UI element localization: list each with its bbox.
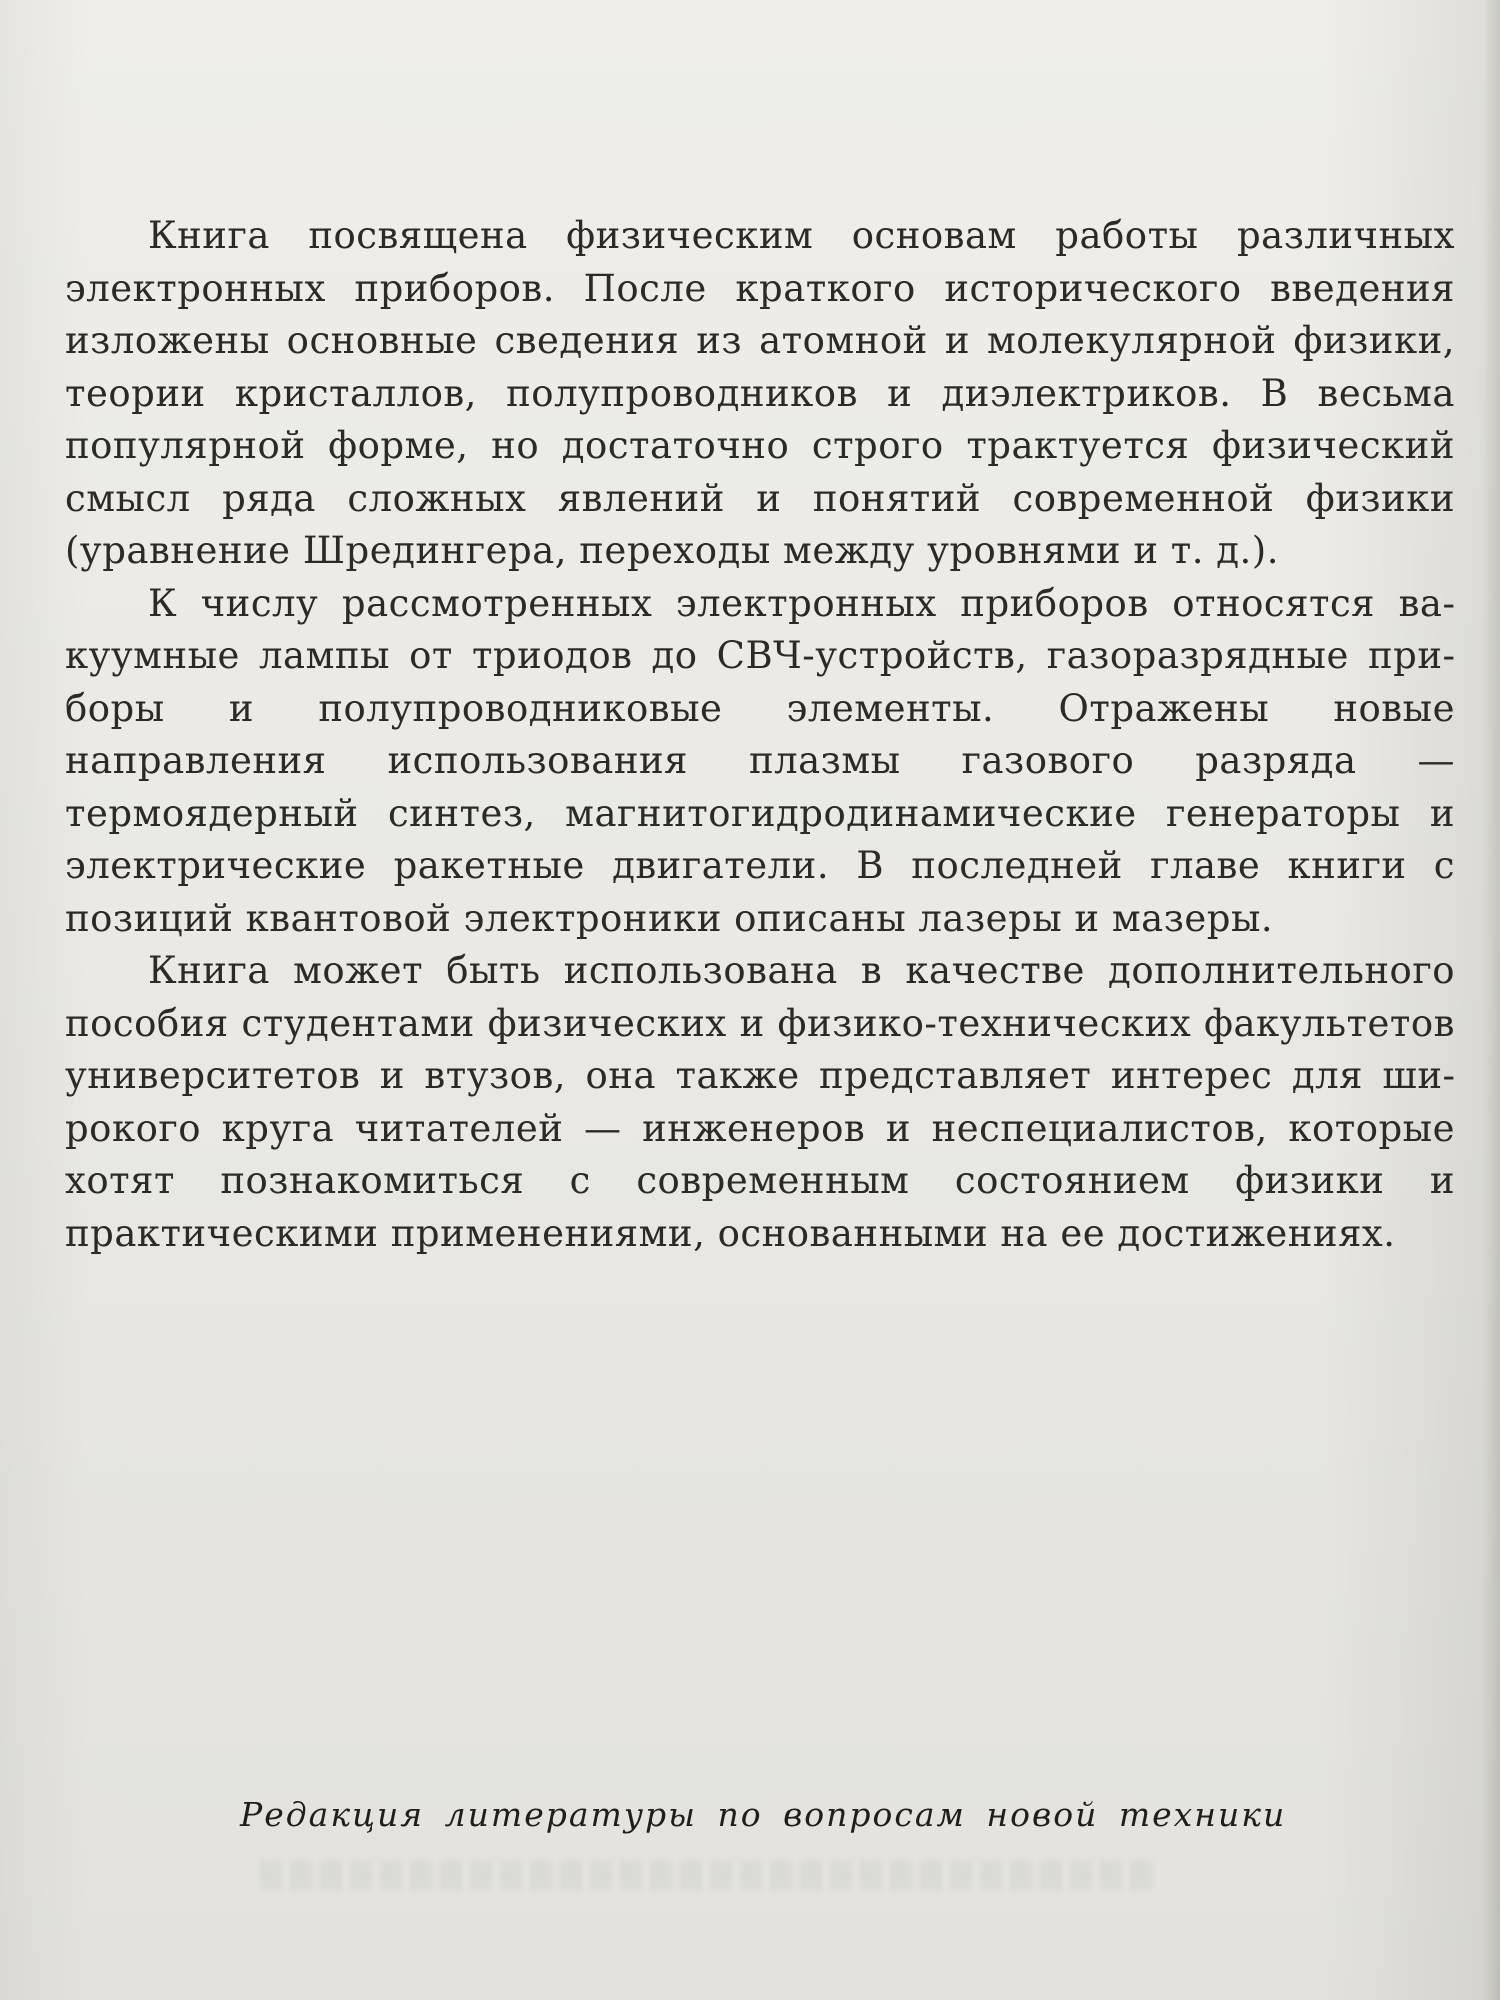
annotation-text xyxy=(65,210,1455,1260)
annotation-paragraph-1: Книга посвящена физическим основам работы различных электронных приборов. После краткого исторического введения изложены основные сведения из атомной и молекулярной физики, теории кристаллов, полупроводников и диэлектриков. В весьма популярной форме, но достаточно строго трактуется физический смысл ряда сложных явлений и понятий современной физики (уравнение Шредингера, переходы между уровнями и т. д.). xyxy=(65,214,1455,572)
annotation-paragraph-2: К числу рассмотренных электронных приборов относятся вакуумные лампы от триодов до СВЧ-устройств, газоразрядные приборы и полупроводниковые элементы. Отражены новые направления использования плазмы газового разряда — термоядерный синтез, магнитогидродинамические генераторы и электрические ракетные двигатели. В последней главе книги с позиций квантовой электроники описаны лазеры и мазеры. xyxy=(65,581,1455,940)
page-edge-shadow xyxy=(1482,0,1500,2000)
editorial-imprint: Редакция литературы по вопросам новой техники xyxy=(240,1795,1287,1834)
bleed-through-shadow xyxy=(260,1860,1160,1890)
annotation-paragraph-3: Книга может быть использована в качестве дополнительного пособия студентами физических и физико-технических факультетов университетов и втузов, она также представляет интерес для широкого круга читателей — инженеров и неспециалистов, которые хотят познакомиться с современным состоянием физики и практическими применениями, основанными на ее достижениях. xyxy=(65,949,1455,1255)
